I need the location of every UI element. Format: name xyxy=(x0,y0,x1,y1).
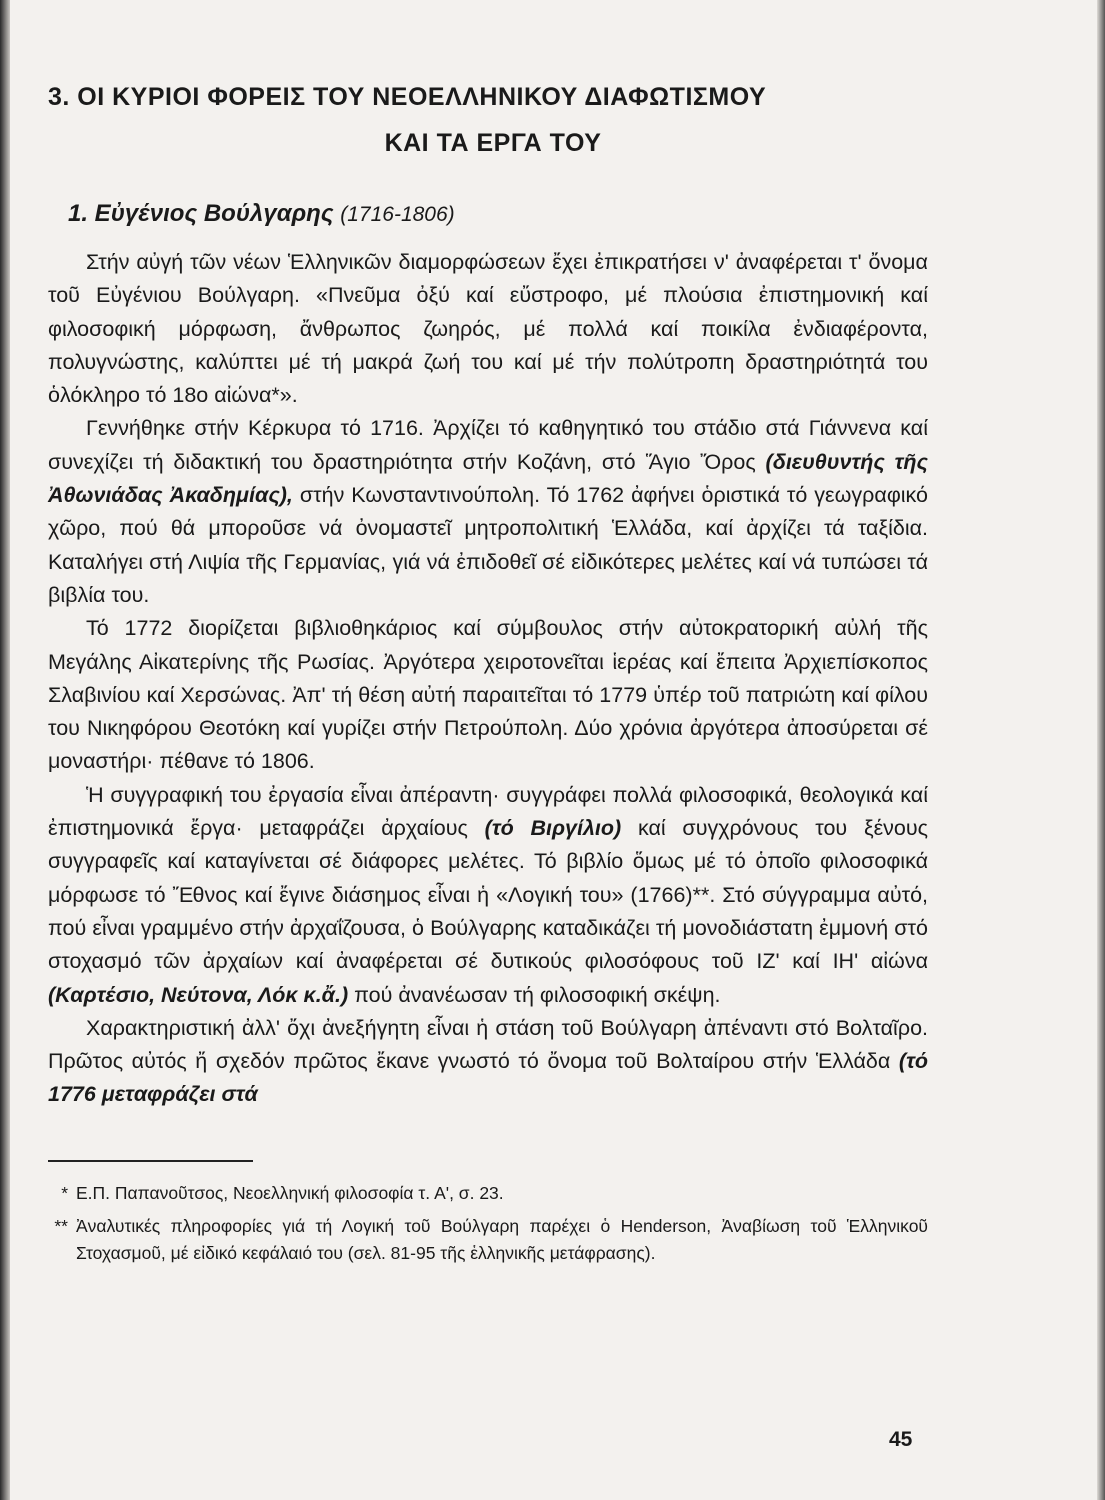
paragraph-2-italic: (διευθυντής τῆς Ἀθωνιάδας Ἀκαδημίας), xyxy=(48,449,928,508)
chapter-heading-line2: ΚΑΙ ΤΑ ΕΡΓΑ ΤΟΥ xyxy=(384,129,602,157)
page-content xyxy=(48,80,928,1273)
footnote-1-mark: * xyxy=(61,1182,68,1203)
paragraph-4-italic-2: (Καρτέσιο, Νεύτονα, Λόκ κ.ἄ.) xyxy=(48,982,349,1007)
footnotes xyxy=(48,1180,928,1267)
paragraph-2-text-b: στήν Κωνσταντινούπολη. Τό 1762 ἀφήνει ὁριστικά τό γεωγραφικό χῶρο, πού θά μποροῦσε νά ὀνομαστεῖ μητροπολιτική Ἑλλάδα, καί ἀρχίζει τά ταξίδια. Καταλήγει στή Λιψία τῆς Γερμανίας, γιά νά ἐπιδοθεῖ σέ εἰδικότερες μελέτες καί νά τυπώσει τά βιβλία του. xyxy=(48,483,928,607)
page-edge-right xyxy=(1097,0,1105,1500)
paragraph-5 xyxy=(48,1012,928,1112)
chapter-heading xyxy=(48,80,928,160)
footnote-2-mark: ** xyxy=(54,1215,68,1236)
paragraph-4 xyxy=(48,779,928,1012)
section-title: 1. Εὐγένιος Βούλγαρης xyxy=(68,200,334,227)
footnote-1 xyxy=(61,1180,928,1207)
section-years: (1716-1806) xyxy=(340,203,455,226)
footnote-2-text: Ἀναλυτικές πληροφορίες γιά τή Λογική τοῦ Βούλγαρη παρέχει ὁ Henderson, Ἀναβίωση τοῦ Ἑλληνικοῦ Στοχασμοῦ, μέ εἰδικό κεφάλαιό του (σελ. 81-95 τῆς ἑλληνικῆς μετάφρασης). xyxy=(76,1215,928,1263)
paragraph-4-text-a: Ἡ συγγραφική του ἐργασία εἶναι ἀπέραντη· συγγράφει πολλά φιλοσοφικά, θεολογικά καί ἐπιστημονικά ἔργα· μεταφράζει ἀρχαίους xyxy=(48,782,928,841)
paragraph-4-text-c: πού ἀνανέωσαν τή φιλοσοφική σκέψη. xyxy=(348,982,721,1007)
paragraph-5-text-a: Χαρακτηριστική ἀλλ' ὄχι ἀνεξήγητη εἶναι ἡ στάση τοῦ Βούλγαρη ἀπέναντι στό Βολταῖρο. Πρῶτος αὐτός ἤ σχεδόν πρῶτος ἔκανε γνωστό τό ὄνομα τοῦ Βολταίρου στήν Ἑλλάδα xyxy=(48,1015,928,1074)
paragraph-3: Τό 1772 διορίζεται βιβλιοθηκάριος καί σύμβουλος στήν αὐτοκρατορική αὐλή τῆς Μεγάλης Αἰκατερίνης τῆς Ρωσίας. Ἀργότερα χειροτονεῖται ἱερέας καί ἔπειτα Ἀρχιεπίσκοπος Σλαβινίου καί Χερσώνας. Ἀπ' τή θέση αὐτή παραιτεῖται τό 1779 ὑπέρ τοῦ πατριώτη καί φίλου του Νικηφόρου Θεοτόκη καί γυρίζει στήν Πετρούπολη. Δύο χρόνια ἀργότερα ἀποσύρεται σέ μοναστήρι· πέθανε τό 1806. xyxy=(48,616,928,774)
page-number: 45 xyxy=(889,1428,913,1451)
paragraph-1: Στήν αὐγή τῶν νέων Ἑλληνικῶν διαμορφώσεων ἔχει ἐπικρατήσει ν' ἀναφέρεται τ' ὄνομα τοῦ Εὐγένιου Βούλγαρη. «Πνεῦμα ὀξύ καί εὔστροφο, μέ πλούσια ἐπιστημονική καί φιλοσοφική μόρφωση, ἄνθρωπος ζωηρός, μέ πολλά καί ποικίλα ἐνδιαφέροντα, πολυγνώστης, καλύπτει μέ τή μακρά ζωή του καί μέ τήν πολύτροπη δραστηριότητά του ὁλόκληρο τό 18ο αἰώνα*». xyxy=(48,250,928,408)
paragraph-4-text-b: καί συγχρόνους του ξένους συγγραφεῖς καί καταγίνεται σέ διάφορες μελέτες. Τό βιβλίο ὅμως μέ τό ὁποῖο φιλοσοφικά μόρφωσε τό Ἔθνος καί ἔγινε διάσημος εἶναι ἡ «Λογική του» (1766)**. Στό σύγγραμμα αὐτό, πού εἶναι γραμμένο στήν ἀρχαΐζουσα, ὁ Βούλγαρης καταδικάζει τή μονοδιάστατη ἐμμονή στό στοχασμό τῶν ἀρχαίων καί ἀναφέρεται σέ δυτικούς φιλοσόφους τοῦ ΙΖ' καί ΙΗ' αἰώνα xyxy=(48,816,929,974)
footnote-1-text: Ε.Π. Παπανοῦτσος, Νεοελληνική φιλοσοφία τ. Α', σ. 23. xyxy=(76,1182,504,1203)
paragraph-2 xyxy=(48,412,928,612)
page-edge-left xyxy=(0,0,10,1500)
paragraph-4-italic-1: (τό Βιργίλιο) xyxy=(484,816,622,841)
section-heading xyxy=(68,200,928,228)
chapter-heading-line1: 3. ΟΙ ΚΥΡΙΟΙ ΦΟΡΕΙΣ ΤΟΥ ΝΕΟΕΛΛΗΝΙΚΟΥ ΔΙΑΦΩΤΙΣΜΟΥ xyxy=(48,83,767,111)
footnote-2 xyxy=(54,1213,928,1267)
paragraph-5-italic: (τό 1776 μεταφράζει στά xyxy=(48,1049,928,1107)
paragraph-2-text-a: Γεννήθηκε στήν Κέρκυρα τό 1716. Ἀρχίζει τό καθηγητικό του στάδιο στά Γιάννενα καί συνεχίζει τή διδακτική του δραστηριότητα στήν Κοζάνη, στό Ἅγιο Ὄρος xyxy=(48,416,928,474)
footnote-divider xyxy=(48,1160,253,1162)
